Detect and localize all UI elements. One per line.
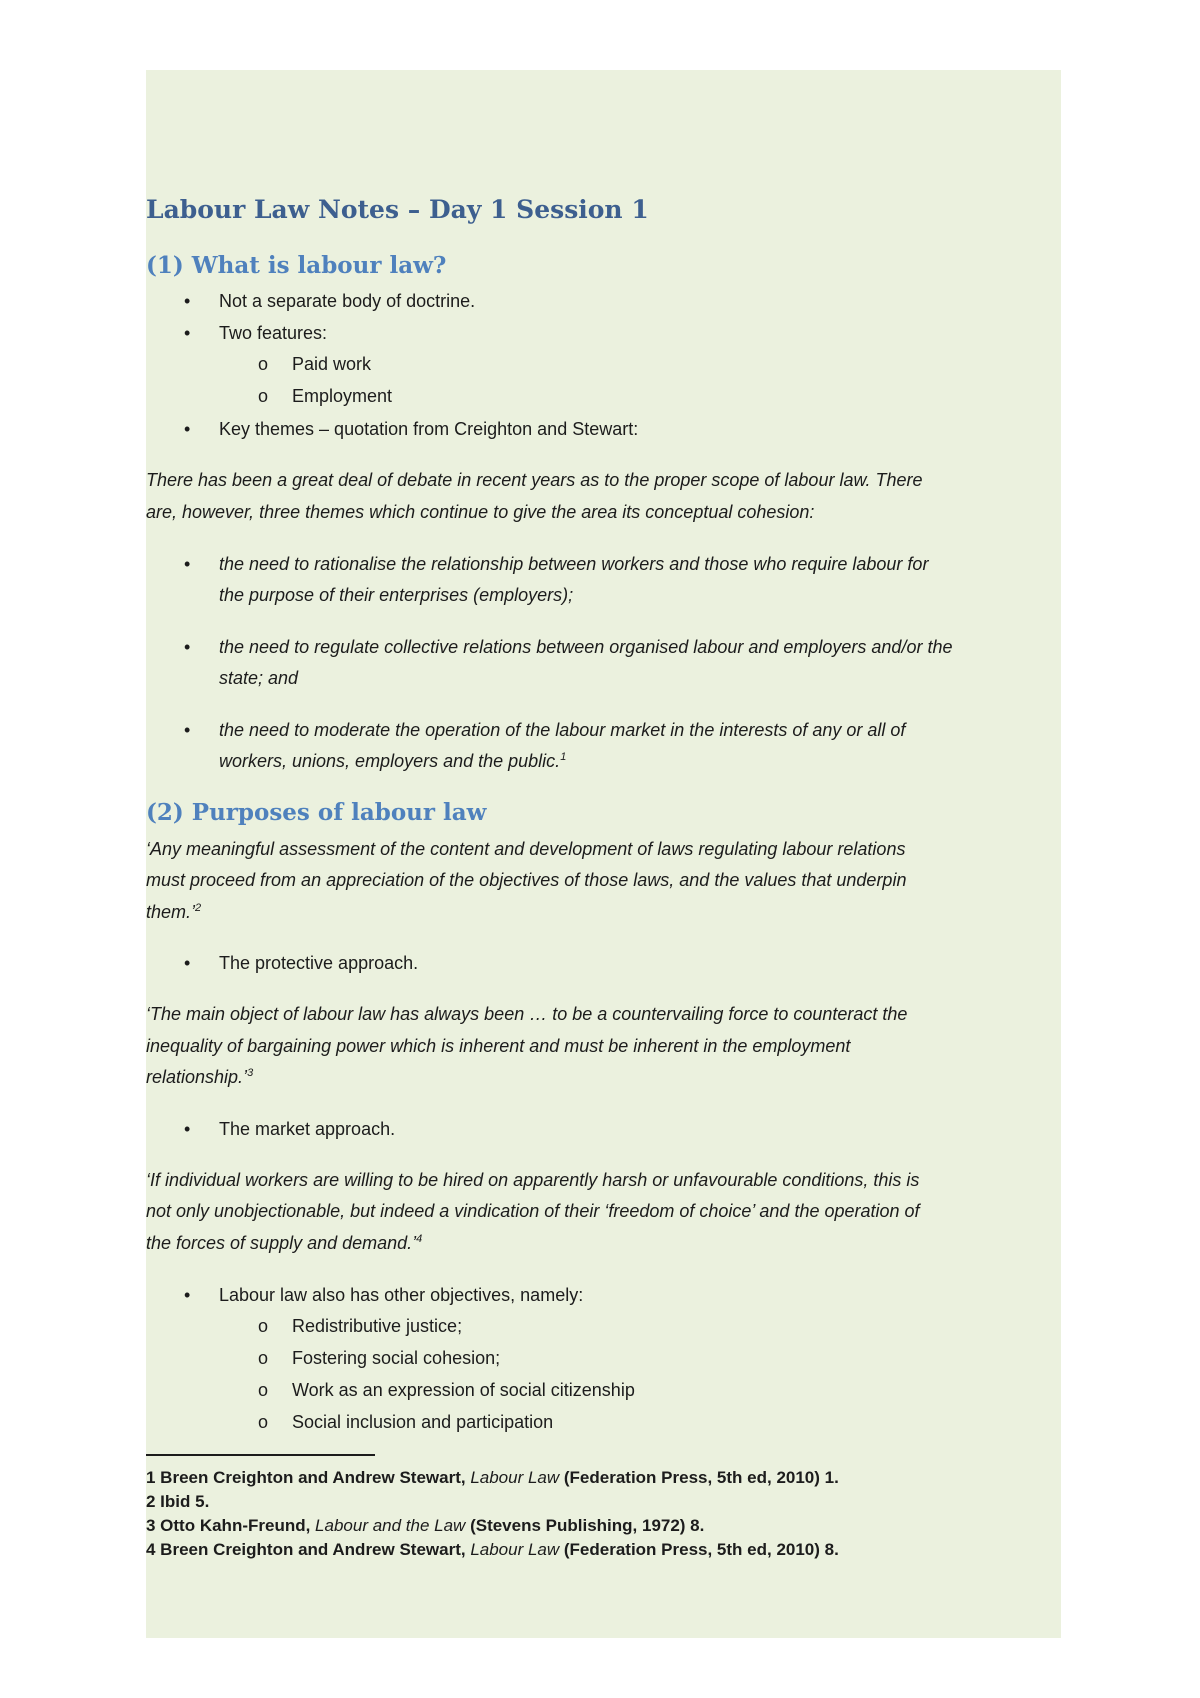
sub-list-item: Work as an expression of social citizenship — [292, 1380, 635, 1400]
quote-line: not only unobjectionable, but indeed a vindication of their ‘freedom of choice’ and the operation of — [146, 1201, 920, 1221]
bullet-icon — [184, 318, 190, 349]
bullet-icon — [184, 549, 190, 580]
sub-list-item: Redistributive justice; — [292, 1316, 463, 1336]
document-page — [146, 70, 1061, 1638]
theme-item — [219, 746, 566, 777]
sub-bullet-icon — [258, 1375, 268, 1406]
sub-bullet-icon — [258, 381, 268, 412]
sub-bullet-icon — [258, 349, 268, 380]
quote-line — [146, 897, 201, 928]
sub-bullet-icon — [258, 1407, 268, 1438]
footnote-ref[interactable]: 1 — [560, 751, 567, 763]
footnote-ref[interactable]: 4 — [416, 1233, 423, 1245]
bullet-icon — [184, 414, 190, 445]
quote-line — [146, 1062, 253, 1093]
theme-text: workers, unions, employers and the public. — [219, 751, 561, 771]
sub-list-item: Employment — [292, 386, 393, 406]
footnote-ref[interactable]: 3 — [247, 1067, 254, 1079]
list-item: Not a separate body of doctrine. — [219, 291, 476, 311]
sub-list-item: Fostering social cohesion; — [292, 1348, 501, 1368]
bullet-icon — [184, 286, 190, 317]
quote-text: the forces of supply and demand.’ — [146, 1233, 417, 1253]
bullet-icon — [184, 948, 190, 979]
footnote-4: 4 Breen Creighton and Andrew Stewart, Labour Law (Federation Press, 5th ed, 2010) 8. — [146, 1540, 839, 1559]
quote-line: inequality of bargaining power which is inherent and must be inherent in the employment — [146, 1036, 851, 1056]
footnote-ref[interactable]: 2 — [195, 902, 202, 914]
quote-line: There has been a great deal of debate in recent years as to the proper scope of labour law. There — [146, 470, 923, 490]
sub-list-item: Social inclusion and participation — [292, 1412, 554, 1432]
section-2-heading: (2) Purposes of labour law — [146, 799, 487, 826]
list-item: Key themes – quotation from Creighton and Stewart: — [219, 419, 639, 439]
quote-line: ‘Any meaningful assessment of the content and development of laws regulating labour relations — [146, 839, 906, 859]
quote-line: ‘The main object of labour law has always been … to be a countervailing force to counteract the — [146, 1004, 908, 1024]
theme-item: the purpose of their enterprises (employers); — [219, 585, 574, 605]
page-title: Labour Law Notes – Day 1 Session 1 — [146, 195, 649, 224]
footnote-divider — [146, 1454, 375, 1456]
theme-item: state; and — [219, 668, 299, 688]
quote-line: are, however, three themes which continue to give the area its conceptual cohesion: — [146, 502, 815, 522]
quote-line — [146, 1228, 422, 1259]
quote-text: them.’ — [146, 902, 196, 922]
bullet-icon — [184, 1280, 190, 1311]
quote-line: ‘If individual workers are willing to be hired on apparently harsh or unfavourable conditions, this is — [146, 1170, 920, 1190]
bullet-icon — [184, 632, 190, 663]
bullet-icon — [184, 715, 190, 746]
list-item: The protective approach. — [219, 953, 419, 973]
list-item: Labour law also has other objectives, namely: — [219, 1285, 584, 1305]
list-item: Two features: — [219, 323, 328, 343]
section-1-heading: (1) What is labour law? — [146, 252, 447, 279]
list-item: The market approach. — [219, 1119, 396, 1139]
footnote-2: 2 Ibid 5. — [146, 1492, 210, 1511]
sub-list-item: Paid work — [292, 354, 372, 374]
theme-item: the need to moderate the operation of the labour market in the interests of any or all of — [219, 720, 906, 740]
quote-text: relationship.’ — [146, 1067, 248, 1087]
footnote-1: 1 Breen Creighton and Andrew Stewart, Labour Law (Federation Press, 5th ed, 2010) 1. — [146, 1468, 839, 1487]
footnote-3: 3 Otto Kahn-Freund, Labour and the Law (Stevens Publishing, 1972) 8. — [146, 1516, 705, 1535]
quote-line: must proceed from an appreciation of the objectives of those laws, and the values that underpin — [146, 870, 907, 890]
sub-bullet-icon — [258, 1311, 268, 1342]
sub-bullet-icon — [258, 1343, 268, 1374]
theme-item: the need to rationalise the relationship between workers and those who require labour for — [219, 554, 929, 574]
bullet-icon — [184, 1114, 190, 1145]
theme-item: the need to regulate collective relations between organised labour and employers and/or the — [219, 637, 953, 657]
